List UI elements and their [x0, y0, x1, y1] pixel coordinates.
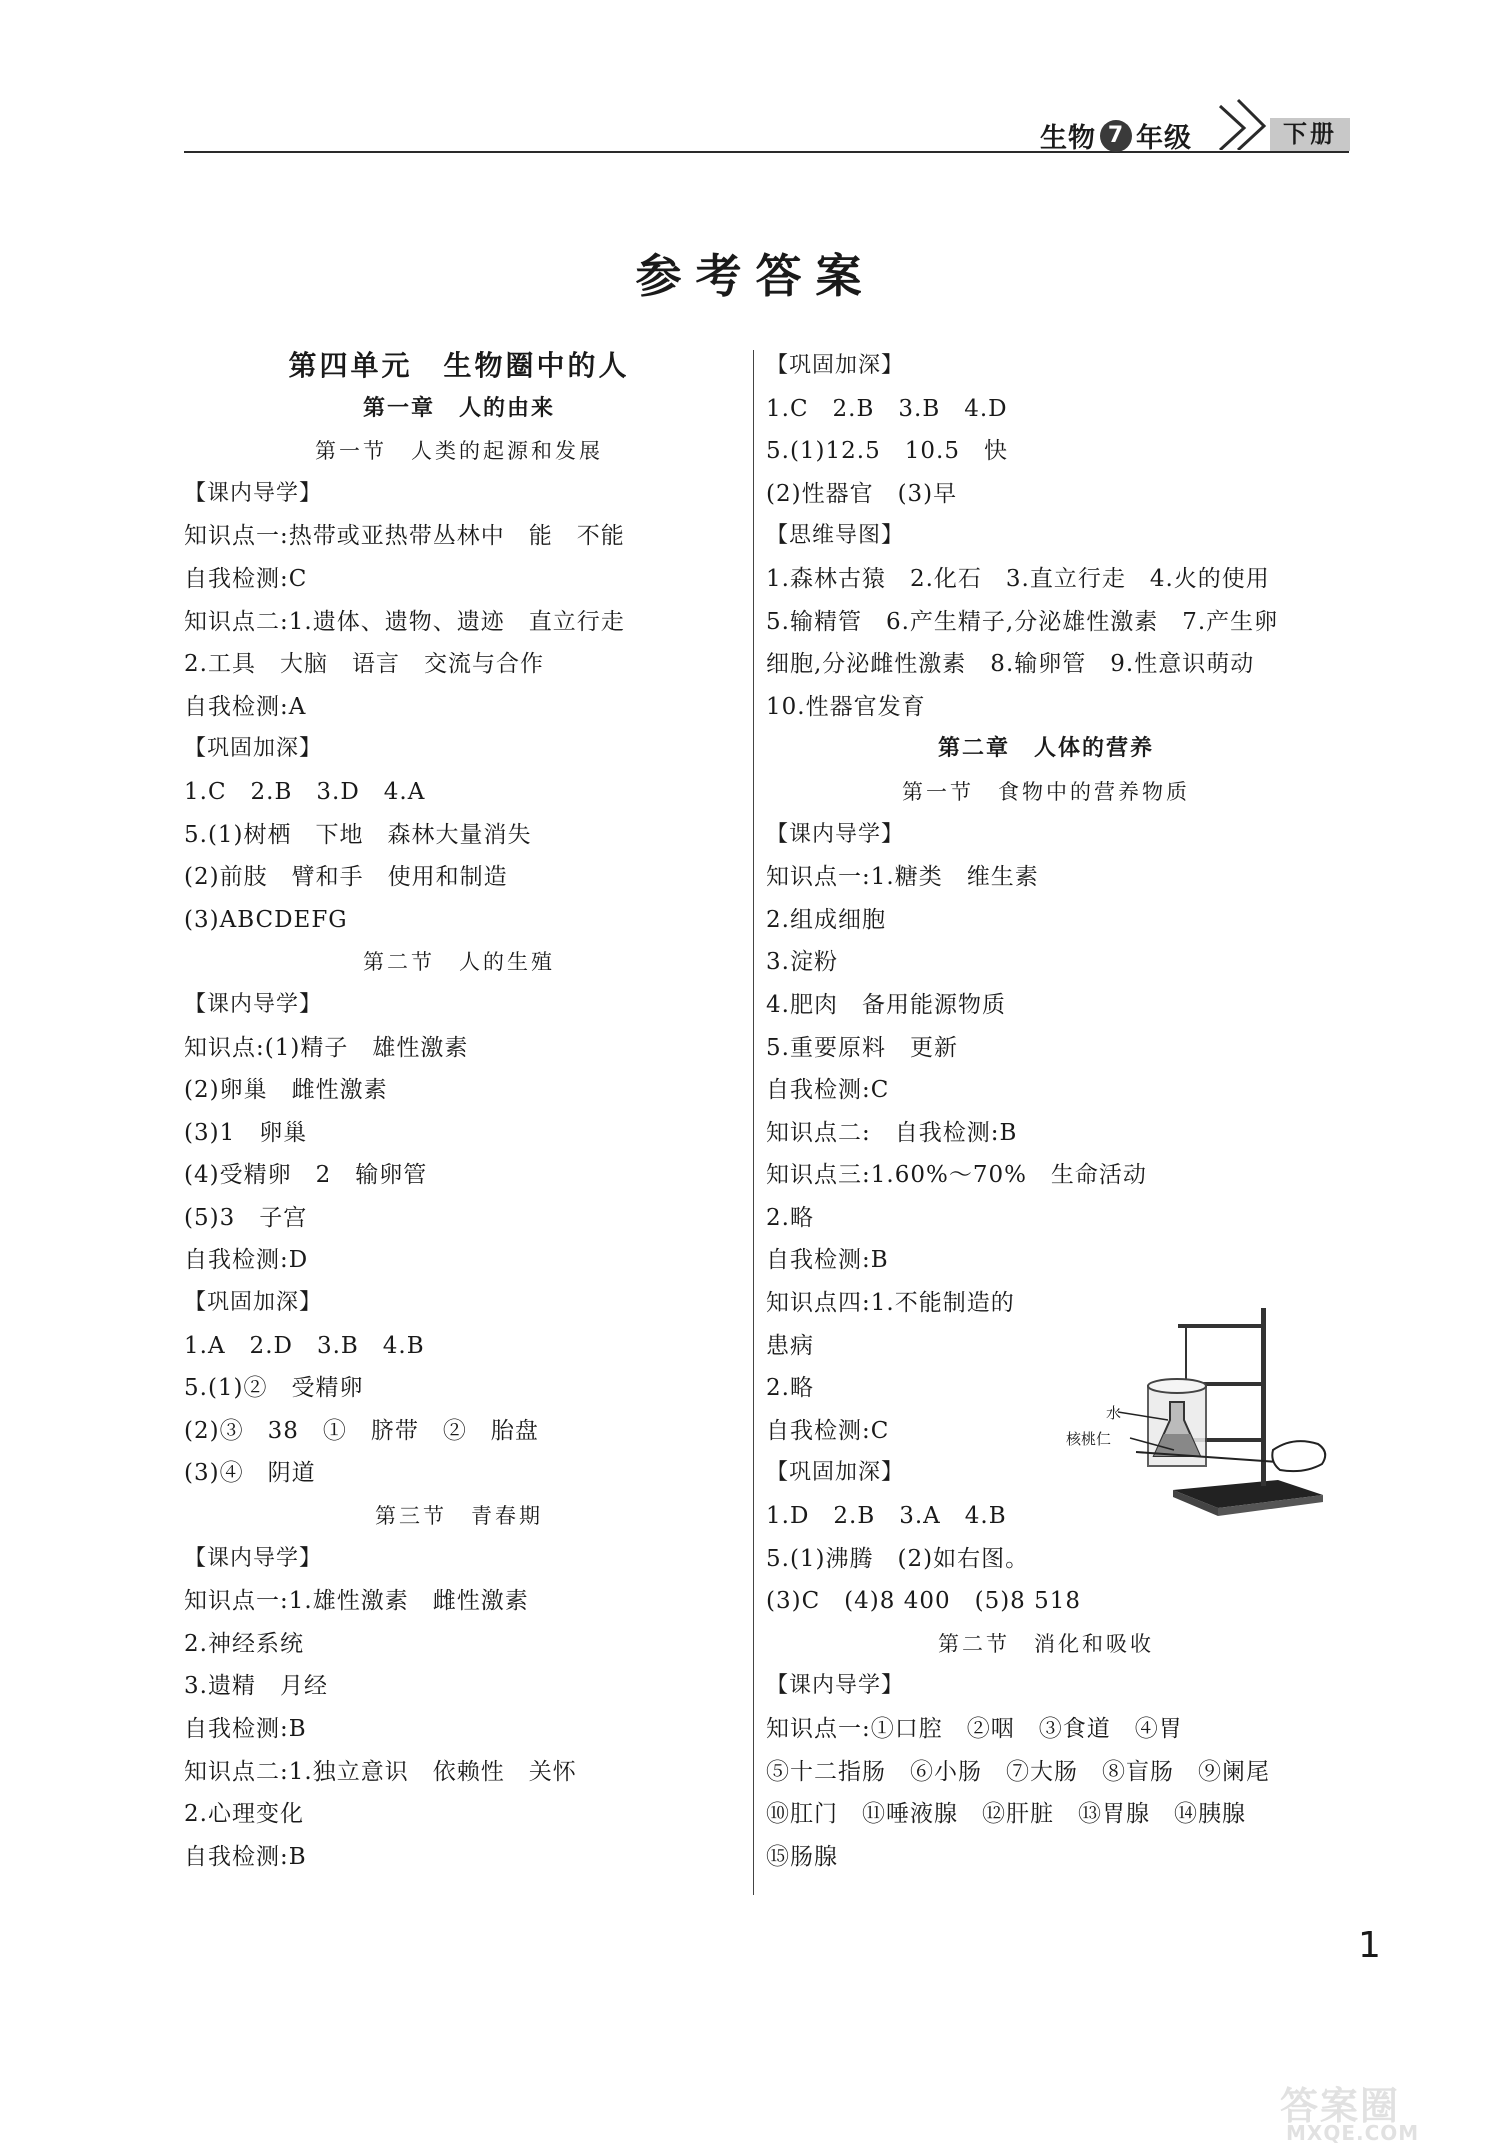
subsection-label: 【课内导学】	[184, 991, 323, 1017]
answer-line: 5.(1)沸腾 (2)如右图。	[766, 1545, 1030, 1572]
answer-line: 自我检测:D	[184, 1247, 309, 1274]
page-number: 1	[1358, 1925, 1381, 1966]
answer-line: (3)ABCDEFG	[184, 906, 348, 933]
label-water: 水	[1106, 1404, 1122, 1422]
answer-line: 1.C 2.B 3.D 4.A	[184, 778, 426, 805]
column-divider	[753, 350, 754, 1895]
answer-line: (5)3 子宫	[184, 1204, 308, 1231]
answer-line: (3)④ 阴道	[184, 1460, 316, 1487]
answer-line: 1.C 2.B 3.B 4.D	[766, 395, 1008, 422]
answer-line: 知识点三:1.60%～70% 生命活动	[766, 1162, 1147, 1189]
answer-line: 自我检测:B	[766, 1247, 889, 1274]
answer-line: 自我检测:C	[766, 1417, 890, 1444]
section-heading: 第一节 食物中的营养物质	[902, 779, 1190, 804]
section-heading: 第二节 消化和吸收	[938, 1631, 1154, 1656]
right-column	[766, 345, 1326, 1878]
answer-line: (3)C (4)8 400 (5)8 518	[766, 1588, 1082, 1615]
answer-line: 知识点一:热带或亚热带丛林中 能 不能	[184, 523, 625, 550]
section-heading: 第一节 人类的起源和发展	[315, 439, 603, 464]
answer-line: (2)性器官 (3)早	[766, 480, 958, 507]
chapter-heading: 第二章 人体的营养	[937, 736, 1154, 762]
answer-line: 2.组成细胞	[766, 906, 886, 933]
answer-line: 自我检测:A	[184, 693, 307, 720]
answer-line: 自我检测:C	[184, 565, 308, 592]
chapter-heading: 第一章 人的由来	[362, 395, 555, 421]
answer-line: 知识点二:1.遗体、遗物、遗迹 直立行走	[184, 608, 625, 635]
subsection-label: 【课内导学】	[184, 480, 323, 506]
answer-line: 5.输精管 6.产生精子,分泌雄性激素 7.产生卵	[766, 608, 1279, 635]
answer-line: 自我检测:C	[766, 1077, 890, 1104]
answer-line: 知识点四:1.不能制造的	[766, 1290, 1015, 1317]
answer-line: 5.重要原料 更新	[766, 1034, 958, 1061]
volume-badge: 下册	[1270, 118, 1350, 151]
answer-line: 自我检测:B	[184, 1716, 307, 1742]
grade-suffix: 年级	[1136, 123, 1192, 154]
answer-line: 2.略	[766, 1204, 814, 1231]
answer-line: (2)前肢 臂和手 使用和制造	[184, 864, 508, 891]
header-subject	[1040, 116, 1192, 155]
answer-line: 患病	[766, 1332, 814, 1359]
answer-line: (2)③ 38 ① 脐带 ② 胎盘	[184, 1417, 539, 1444]
answer-line: (2)卵巢 雌性激素	[184, 1077, 388, 1104]
answer-line: 知识点一:1.糖类 维生素	[766, 864, 1039, 891]
answer-line: 知识点一:①口腔 ②咽 ③食道 ④胃	[766, 1716, 1183, 1742]
subsection-label: 【巩固加深】	[184, 1290, 323, 1316]
subsection-label: 【思维导图】	[766, 523, 905, 549]
subject-label: 生物	[1040, 123, 1096, 154]
answer-line: ⑮肠腺	[766, 1843, 838, 1870]
answer-line: 1.森林古猿 2.化石 3.直立行走 4.火的使用	[766, 565, 1270, 592]
answer-line: 3.遗精 月经	[184, 1673, 328, 1700]
left-column	[184, 345, 734, 1878]
watermark-text-top: 答案圈	[1280, 2084, 1401, 2128]
section-heading: 第二节 人的生殖	[363, 950, 555, 975]
answer-line: (3)1 卵巢	[184, 1119, 308, 1146]
watermark-text-bottom: MXQE.COM	[1286, 2121, 1420, 2145]
answer-line: 2.心理变化	[184, 1801, 304, 1828]
subsection-label: 【巩固加深】	[184, 736, 323, 762]
watermark-logo	[1280, 2075, 1510, 2149]
answer-line: 2.工具 大脑 语言 交流与合作	[184, 651, 544, 678]
answer-line: ⑩肛门 ⑪唾液腺 ⑫肝脏 ⑬胃腺 ⑭胰腺	[766, 1801, 1246, 1828]
answer-line: ⑤十二指肠 ⑥小肠 ⑦大肠 ⑧盲肠 ⑨阑尾	[766, 1758, 1270, 1785]
answer-line: 5.(1)② 受精卵	[184, 1375, 364, 1402]
answer-line: 细胞,分泌雌性激素 8.输卵管 9.性意识萌动	[766, 651, 1255, 678]
subsection-label: 【巩固加深】	[766, 353, 905, 378]
answer-line: 5.(1)12.5 10.5 快	[766, 438, 1008, 465]
answer-line: 知识点一:1.雄性激素 雌性激素	[184, 1588, 529, 1615]
label-walnut: 核桃仁	[1066, 1430, 1112, 1448]
answer-line: 4.肥肉 备用能源物质	[766, 991, 1006, 1018]
answer-line: 知识点:(1)精子 雄性激素	[184, 1034, 469, 1061]
answer-line: 5.(1)树栖 下地 森林大量消失	[184, 821, 532, 848]
answer-line: 1.D 2.B 3.A 4.B	[766, 1503, 1007, 1530]
unit-heading: 第四单元 生物圈中的人	[288, 349, 630, 382]
subsection-label: 【课内导学】	[184, 1545, 323, 1571]
answer-line: 自我检测:B	[184, 1843, 307, 1870]
answer-line: 3.淀粉	[766, 949, 838, 976]
answer-line: 知识点二: 自我检测:B	[766, 1119, 1018, 1146]
heating-apparatus-figure	[1066, 1290, 1333, 1525]
answer-line: 2.略	[766, 1375, 814, 1402]
answer-line: 2.神经系统	[184, 1630, 304, 1657]
answer-line: 知识点二:1.独立意识 依赖性 关怀	[184, 1758, 577, 1785]
page-title: 参考答案	[635, 249, 876, 303]
subsection-label: 【巩固加深】	[766, 1460, 905, 1486]
section-heading: 第三节 青春期	[375, 1504, 543, 1529]
subsection-label: 【课内导学】	[766, 1673, 905, 1699]
answer-line: 10.性器官发育	[766, 693, 926, 720]
answer-line: 1.A 2.D 3.B 4.B	[184, 1332, 425, 1359]
answer-line: (4)受精卵 2 输卵管	[184, 1162, 428, 1189]
grade-number-badge: 7	[1100, 120, 1132, 152]
subsection-label: 【课内导学】	[766, 821, 905, 847]
